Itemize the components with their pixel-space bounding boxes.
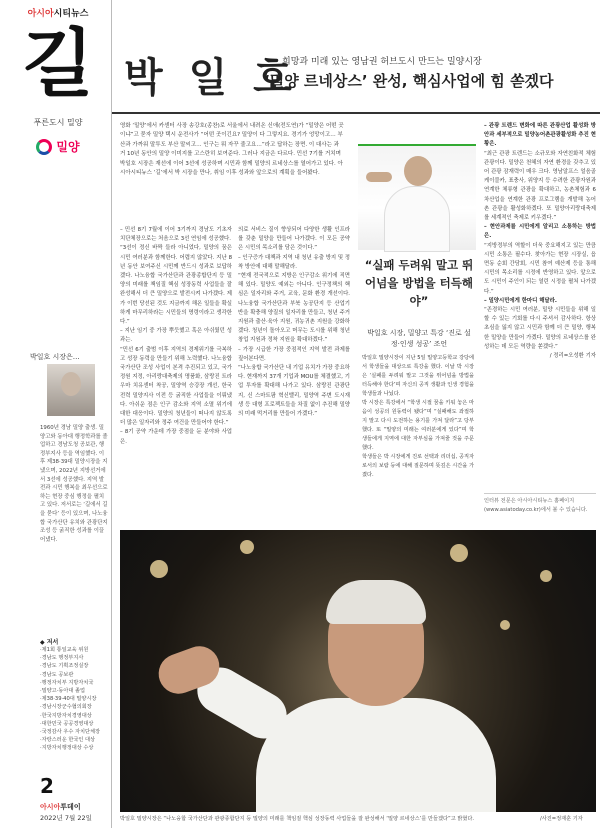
headline: ‘밀양 르네상스’ 완성, 핵심사업에 힘 쏟겠다 — [264, 72, 554, 90]
lecture-photo — [358, 144, 476, 250]
photo-light — [500, 620, 510, 630]
works-list — [40, 646, 110, 753]
city-logo — [8, 138, 108, 155]
article-column-1 — [120, 226, 232, 447]
works-item: ·자랑스러운 한국인 대상 — [40, 737, 96, 744]
paper-suffix: 투데이 — [60, 803, 81, 811]
sidebar-article — [362, 354, 474, 480]
paper-prefix: 아시아 — [40, 803, 61, 811]
paragraph: – 민선 8기 7월에 이어 3기까지 경남도 기초자치단체장으로는 처음으로 3선 연임에 성공했다. — [120, 227, 232, 243]
works-item: ·경남시장군수협의회장 — [40, 704, 92, 711]
sidebar-caption: 박일호 시장, 밀양고 특강 ‘진로 설정·인생 성공’ 조언 — [367, 329, 471, 348]
paragraph: “민선 6기 출범 이후 지역의 경제위기를 극복하고 성장 동력을 만들기 위해 노력했다. 나노융합 국가산단 조성 사업이 본격 추진되고 있고, 국가정원 지정, 아리랑대축제의 명품화, 삼랑진 트라우마 치유센터 착공, 밀양역 승강장 개선, 한국전력 밀양지사 이전 등 굵직한 사업들을 이뤄냈다. 아쉬운 점은 인구 감소와 지역 소멸 위기에 대한 대응이다. 밀양의 청년들이 떠나지 않도록 더 많은 일자리와 정주 여건을 만들어야 한다.” — [120, 346, 232, 427]
photo-light — [540, 570, 552, 582]
question: – 밀양시민에게 한마디 해달라. — [484, 297, 557, 304]
question: – 관광 트렌드 변화에 따른 관광산업 활성화 방안과 세부적으로 밀양농어촌관광활성화 추진 현황은. — [484, 123, 596, 148]
author-label: 박일호 시장은… — [30, 353, 80, 361]
paragraph: “지방정부의 역할이 더욱 중요해지고 있는 만큼 시민 소통은 필수다. 찾아가는 현장 시장실, 읍면동 순회 간담회, 시민 참여 예산제 등을 통해 시민의 목소리를 시정에 반영하고 있다. 앞으로도 시민이 주인이 되는 열린 시정을 펼쳐 나가겠다.” — [484, 242, 596, 295]
photo-person-body — [256, 698, 496, 812]
works-item: ·행정자치부 지방자치국 — [40, 679, 94, 686]
works-item: ·한국지방자치경영대상 — [40, 712, 92, 719]
works-title: ◆ 저서 — [40, 639, 59, 646]
works-item: ·밀양고·동아대 졸업 — [40, 688, 86, 695]
paragraph: – 가장 시급한 가장 중점적인 지역 발전 과제를 짚어본다면. — [238, 346, 350, 362]
city-logo-name: 밀양 — [56, 140, 80, 154]
works-item: ·경남도 공보관 — [40, 671, 74, 678]
paragraph: – 8기 공약 가운데 가장 중점을 둔 분야와 사업은. — [120, 429, 232, 445]
page-number: 2 — [40, 774, 54, 798]
paragraph: – 지난 임기 중 가장 뿌듯했고 혹은 아쉬웠던 성과는. — [120, 328, 232, 344]
kicker: 희망과 미래 있는 영남권 허브도시 만드는 밀양시장 — [282, 57, 482, 67]
paragraph: 학생들은 박 시장에게 진로 선택과 리더십, 공직자로서의 보람 등에 대해 질문하며 뜻깊은 시간을 가졌다. — [362, 454, 474, 478]
issue-date: 2022년 7월 22일 — [40, 814, 92, 822]
section-label: 푸른도시 밀양 — [33, 118, 83, 127]
paragraph: 박일호 밀양시장이 지난 5일 밀양고등학교 강당에서 학생들을 대상으로 특강을 했다. 이날 박 시장은 ‘실패를 두려워 말고 그것을 뛰어넘을 방법을 터득해야 한다’며 자신의 공직 생활과 인생 경험을 학생들과 나눴다. — [362, 355, 474, 397]
byline: / 정리=오성환 기자 — [549, 353, 596, 360]
photo-credit: /사진=정재훈 기자 — [540, 816, 583, 822]
works-item: ·대한민국 공공경영대상 — [40, 720, 94, 727]
brand-logo — [8, 6, 108, 19]
paragraph: 박 시장은 특강에서 “학생 시절 꿈을 키워 놓은 마음이 성공의 원동력이 됐다”며 “실패해도 좌절하지 말고 다시 도전하는 용기를 가져 달라”고 당부했다. 또 “밀양의 미래는 여러분에게 있다”며 학생들에게 지역에 대한 자부심을 가져줄 것을 주문했다. — [362, 400, 474, 451]
author-bio: 1960년 경남 밀양 출생. 밀양고와 동아대 행정학과를 졸업하고 경남도청 공보관, 행정부지사 등을 역임했다. 이후 제38·39대 밀양시장을 지냈으며, 2022년 지방선거에서 3선에 성공했다. 지역 발전과 시민 행복을 최우선으로 하는 현장 중심 행정을 펼치고 있다. 저서로는 ‘길에서 길을 묻다’ 등이 있으며, 나노융합 국가산단 유치와 관광단지 조성 등 굵직한 성과를 이끌어냈다. — [40, 425, 108, 543]
photo-light — [450, 544, 468, 562]
main-photo-caption: 박일호 밀양시장은 “나노융합 국가산단과 관광종합단지 등 밀양의 미래를 책임질 핵심 성장동력 사업들을 잘 완성해서 ‘밀양 르네상스’를 만들겠다”고 밝혔다. — [120, 816, 475, 822]
brand-suffix: 시티뉴스 — [53, 9, 89, 19]
works-item: ·지방자치행정대상 수상 — [40, 745, 94, 752]
city-logo-icon — [36, 139, 52, 155]
author-photo — [47, 364, 95, 416]
photo-light — [150, 560, 168, 578]
article-column-2 — [238, 226, 350, 419]
question: – 현안과제를 시민에게 알리고 소통하는 방법은. — [484, 224, 596, 240]
photo-body — [384, 186, 450, 252]
paragraph: “현재 전국적으로 지방은 인구감소 위기에 직면해 있다. 밀양도 예외는 아니다. 인구정책의 핵심은 일자리와 주거, 교육, 문화 환경 개선이다. 나노융합 국가산단과 부북 농공단지 등 산업기반을 확충해 양질의 일자리를 만들고, 청년 주거 지원과 출산·육아 지원, 귀농귀촌 지원을 강화하겠다. 청년이 돌아오고 머무는 도시를 위해 청년 창업 지원과 정착 지원을 확대하겠다.” — [238, 273, 350, 344]
paragraph: “존경하는 시민 여러분, 밀양 시민들을 위해 일할 수 있는 기회를 다시 주셔서 감사하다. 항상 초심을 잃지 않고 시민과 함께 더 큰 밀양, 행복한 밀양을 만들어 가겠다. 밀양의 르네상스를 완성하는 데 모든 역량을 쏟겠다.” — [484, 307, 596, 350]
paragraph: “나노융합 국가산단 내 기업 유치가 가장 중요하다. 현재까지 37개 기업과 MOU를 체결했고, 기업 투자를 확대해 나가고 있다. 삼랑진 관광단지, 신 스마트팜 혁신밸리, 밀양역 주변 도시재생 등 대형 프로젝트들을 차질 없이 추진해 밀양의 미래 먹거리를 만들어 가겠다.” — [238, 365, 351, 418]
works-item: ·경남도 기획조정실장 — [40, 663, 89, 670]
photo-light — [240, 540, 254, 554]
works-item: ·경남도 행정부지사 — [40, 655, 84, 662]
intro-paragraph: 영화 ‘밀양’에서 카센터 사장 송강호(종찬)로 서울에서 내려온 신애(전도연)가 “밀양은 어떤 곳이냐”고 묻자 밀양 택시 운전사가 “어떤 곳이긴요? 밀양이 다 그렇지요. 경기가 엉망이고… 부산과 가까워 말투도 부산 말씨고… 인구는 뭐 자꾸 줄고요…”라고 답하는 장면. 이 대사는 과거 10년 동안의 밀양 이미지를 고스란히 보여준다. 그러나 지금은 다르다. 민선 7기를 거치며 박일호 시장은 재선에 이어 3선에 성공하며 시민과 함께 밀양의 르네상스를 열어가고 있다. 아시아시티뉴스 ‘길’에서 박 시장을 만나, 취임 이후 성과와 앞으로의 계획을 들어봤다. — [120, 123, 344, 177]
article-column-4 — [484, 122, 596, 361]
interviewee-name: 박 일 호 — [124, 54, 298, 101]
photo-head — [404, 156, 432, 186]
works-item: ·제1회 통일교육 위원 — [40, 647, 89, 653]
brand-prefix: 아시아 — [27, 9, 54, 19]
pull-quote: “실패 두려워 말고 뛰어넘을 방법을 터득해야” — [364, 258, 474, 308]
paragraph: 의료 서비스 질이 향상되어 다양한 생활 인프라를 갖춘 밀양을 만들어 나가겠다. 이 모든 공약은 시민의 목소리를 담은 것이다.” — [238, 227, 350, 252]
left-column — [0, 0, 112, 828]
works-item: ·제38·39·40대 밀양시장 — [40, 696, 97, 703]
paragraph: “3선이 정신 바짝 들라 아니었다, 밀양의 꿈은 시민 여러분과 함께한다. 어렵지 않았다. 지난 8년 동안 보여주신 시민께 반드시 성과로 보답하겠다. 나노융합 국가산단과 관광종합단지 등 밀양의 미래를 책임질 핵심 성장동력 사업들을 잘 완성해서 더 큰 밀양으로 발전시켜 나가겠다. 제가 이번 당선된 것도 지금까지 해온 일들을 확실하게 마무리하라는 시민들의 명령이라고 생각한다.” — [120, 245, 232, 326]
main-photo — [120, 530, 596, 812]
section-big-title: 길 — [22, 21, 94, 107]
header-rule — [112, 112, 600, 114]
paragraph: – 인구증가 대책과 지역 내 청년 유출 방지 및 정착 방안에 대해 말해달라. — [238, 254, 350, 270]
masthead — [8, 6, 108, 155]
works-item: ·국정감사 우수 자치단체장 — [40, 729, 101, 736]
paragraph: “최근 관광 트렌드는 소규모와 자연친화적 체험 관광이다. 밀양은 천혜의 자연 환경을 갖추고 있어 관광 잠재력이 매우 크다. 영남알프스 얼음골 케이블카, 표충사, 위양지 등 수려한 관광자원과 연계한 체류형 관광을 확대하고, 농촌체험과 6차산업을 연계한 관광 프로그램을 개발해 농어촌 관광을 활성화하겠다. 또 밀양아리랑대축제를 세계적인 축제로 키우겠다.” — [484, 150, 596, 222]
paper-name — [40, 802, 81, 812]
footnote: 인터뷰 전문은 아시아시티뉴스 홈페이지(www.asiatoday.co.kr)에서 볼 수 있습니다. — [484, 493, 596, 514]
photo-arm — [366, 172, 392, 182]
photo-person-hair — [326, 580, 426, 624]
